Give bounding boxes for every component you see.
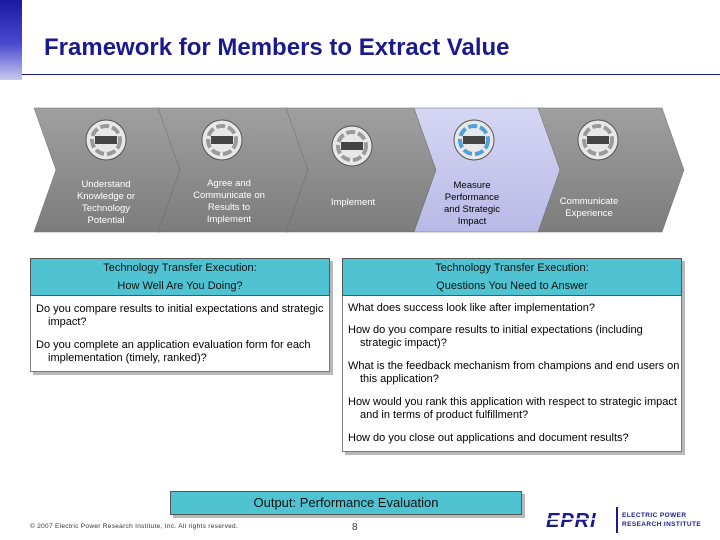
cycle-icon (578, 120, 618, 160)
cycle-icon (454, 120, 494, 160)
left-question-1: Do you compare results to initial expectations and strategic impact? (36, 303, 324, 328)
copyright-text: © 2007 Electric Power Research Institute, Inc. All rights reserved. (30, 523, 239, 530)
svg-text:EPRI: EPRI (546, 510, 597, 532)
step-label-5: Communicate Experience (559, 196, 619, 219)
step-label-1: Understand Knowledge or Technology Potential (76, 179, 136, 226)
step-label-3: Implement (330, 197, 376, 208)
right-question-1: What does success look like after implementation? (348, 302, 596, 314)
cycle-icon (332, 126, 372, 166)
right-header-line2: Questions You Need to Answer (436, 280, 588, 292)
page-title: Framework for Members to Extract Value (44, 34, 510, 61)
right-header-line1: Technology Transfer Execution: (435, 262, 589, 274)
right-question-3: What is the feedback mechanism from champions and end users on this application? (348, 360, 680, 385)
output-box: Output: Performance Evaluation (170, 491, 522, 515)
cycle-icon (86, 120, 126, 160)
page-number: 8 (352, 522, 358, 533)
left-header-line2: How Well Are You Doing? (117, 280, 243, 292)
step-label-2: Agree and Communicate on Results to Implement (193, 178, 265, 225)
chevron-step-3[interactable] (286, 108, 436, 232)
cycle-icon (202, 120, 242, 160)
logo-divider (616, 507, 618, 533)
right-question-4: How would you rank this application with respect to strategic impact and in terms of product fulfillment? (348, 396, 677, 421)
right-question-5: How do you close out applications and document results? (348, 432, 629, 444)
left-question-2: Do you complete an application evaluation form for each implementation (timely, ranked)? (36, 339, 311, 364)
right-panel-header (342, 258, 682, 296)
logo-wordmark: ELECTRIC POWER RESEARCH INSTITUTE (622, 512, 702, 528)
left-panel-header (30, 258, 330, 296)
right-question-2: How do you compare results to initial expectations (including strategic impact)? (348, 324, 643, 349)
step-label-4: Measure Performance and Strategic Impact (444, 180, 500, 227)
left-header-line1: Technology Transfer Execution: (103, 262, 257, 274)
